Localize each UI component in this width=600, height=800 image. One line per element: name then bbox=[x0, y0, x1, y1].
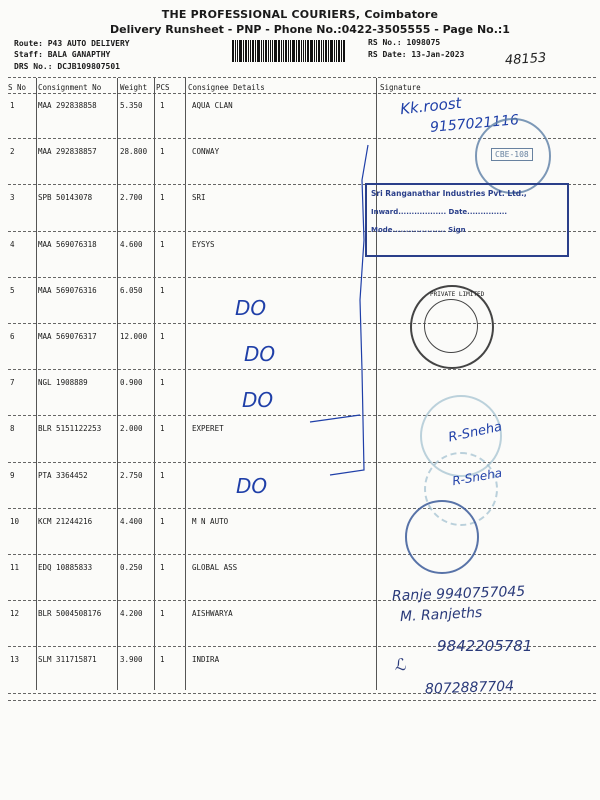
staff-label: Staff: BALA GANAPTHY bbox=[14, 50, 111, 59]
barcode-bar bbox=[307, 40, 309, 62]
cell-pcs: 1 bbox=[160, 285, 165, 295]
cell-consignment: BLR 5004508176 bbox=[38, 609, 102, 619]
barcode-bar bbox=[316, 40, 317, 62]
company-rect-stamp bbox=[365, 183, 569, 257]
barcode-bar bbox=[263, 40, 264, 62]
col-header-consignment: Consignment No bbox=[38, 83, 102, 92]
cell-weight: 4.200 bbox=[120, 609, 143, 619]
col-header-pcs: PCS bbox=[156, 83, 170, 92]
barcode-bar bbox=[301, 40, 302, 62]
col-header-consignee: Consignee Details bbox=[188, 83, 265, 92]
cell-consignment: SLM 311715871 bbox=[38, 655, 97, 665]
barcode-bar bbox=[252, 40, 254, 62]
cell-consignee: GLOBAL ASS bbox=[192, 563, 238, 572]
signature-row1-name: Kk.roost bbox=[399, 93, 463, 119]
barcode-bar bbox=[314, 40, 315, 62]
handwritten-ditto: DO bbox=[244, 342, 276, 366]
barcode-bar bbox=[281, 40, 282, 62]
barcode-bar bbox=[338, 40, 340, 62]
barcode-bar bbox=[261, 40, 262, 62]
cell-weight: 2.700 bbox=[120, 193, 143, 203]
barcode-bar bbox=[248, 40, 249, 62]
barcode-bar bbox=[341, 40, 342, 62]
cell-consignment: EDQ 10885833 bbox=[38, 563, 93, 572]
cell-consignment: MAA 292838857 bbox=[38, 147, 97, 157]
cell-weight: 0.250 bbox=[120, 563, 143, 572]
cell-pcs: 1 bbox=[160, 655, 165, 665]
table-bottom-rule bbox=[8, 700, 596, 701]
cell-consignment: SPB 50143078 bbox=[38, 193, 93, 203]
barcode-bar bbox=[270, 40, 271, 62]
cell-pcs: 1 bbox=[160, 609, 165, 619]
barcode-bar bbox=[330, 40, 333, 62]
barcode-bar bbox=[243, 40, 244, 62]
cell-weight: 2.000 bbox=[120, 424, 143, 434]
col-header-signature: Signature bbox=[380, 83, 421, 92]
handwritten-reference: 48153 bbox=[504, 50, 547, 69]
cell-consignment: PTA 3364452 bbox=[38, 470, 88, 480]
cell-sno: 11 bbox=[10, 563, 20, 572]
cell-pcs: 1 bbox=[160, 101, 165, 110]
cell-sno: 7 bbox=[10, 378, 15, 388]
barcode-bar bbox=[298, 40, 300, 62]
signature-bottom-phone: 8072887704 bbox=[424, 678, 515, 698]
document-subtitle: Delivery Runsheet - PNP - Phone No.:0422-3505555 - Page No.:1 bbox=[110, 23, 510, 36]
signature-row12-b: M. Ranjeths bbox=[399, 604, 483, 626]
barcode-bar bbox=[274, 40, 277, 62]
signature-row9: R-Sneha bbox=[451, 465, 504, 489]
stamp-text: PRIVATE LIMITED bbox=[430, 291, 485, 298]
cell-sno: 1 bbox=[10, 101, 15, 110]
cell-weight: 4.400 bbox=[120, 516, 143, 526]
barcode-bar bbox=[296, 40, 297, 62]
table-top-rule bbox=[8, 77, 596, 78]
barcode-bar bbox=[321, 40, 322, 62]
cell-weight: 3.900 bbox=[120, 655, 143, 665]
cell-sno: 4 bbox=[10, 239, 15, 249]
barcode-image bbox=[232, 40, 362, 62]
cell-pcs: 1 bbox=[160, 193, 165, 203]
barcode-bar bbox=[283, 40, 284, 62]
barcode-bar bbox=[237, 40, 238, 62]
cell-consignee: EXPERET bbox=[192, 424, 224, 434]
barcode-bar bbox=[265, 40, 267, 62]
barcode-bar bbox=[318, 40, 320, 62]
barcode-bar bbox=[268, 40, 269, 62]
barcode-bar bbox=[285, 40, 287, 62]
cell-consignee: EYSYS bbox=[192, 239, 215, 249]
document-title: THE PROFESSIONAL COURIERS, Coimbatore bbox=[161, 8, 439, 21]
barcode-bar bbox=[235, 40, 236, 62]
signature-row13-mark: ℒ bbox=[395, 655, 407, 674]
barcode-bar bbox=[343, 40, 345, 62]
cell-consignee: SRI bbox=[192, 193, 206, 203]
handwritten-ditto: DO bbox=[236, 474, 268, 498]
stamp-company-name: Sri Ranganathar Industries Pvt. Ltd., bbox=[371, 189, 527, 198]
cell-consignee: AQUA CLAN bbox=[192, 101, 233, 110]
stamp-inward: Inward.................. Date............... bbox=[371, 208, 508, 216]
barcode-bar bbox=[328, 40, 329, 62]
stamp-code: CBE-108 bbox=[491, 148, 533, 161]
cell-consignment: BLR 5151122253 bbox=[38, 424, 102, 434]
signature-row13-phone: 9842205781 bbox=[437, 637, 533, 655]
barcode-bar bbox=[290, 40, 291, 62]
row-rule bbox=[8, 600, 596, 601]
cell-weight: 2.750 bbox=[120, 470, 143, 480]
cell-pcs: 1 bbox=[160, 378, 165, 388]
cell-consignment: MAA 569076317 bbox=[38, 332, 97, 341]
col-divider bbox=[185, 78, 186, 690]
barcode-bar bbox=[257, 40, 260, 62]
cell-sno: 6 bbox=[10, 332, 15, 341]
cell-pcs: 1 bbox=[160, 563, 165, 572]
cell-consignee: AISHWARYA bbox=[192, 609, 233, 619]
cell-pcs: 1 bbox=[160, 516, 165, 526]
cell-consignee: CONWAY bbox=[192, 147, 220, 157]
col-divider bbox=[154, 78, 155, 690]
signature-row12-a: Ranje 9940757045 bbox=[391, 583, 526, 605]
handwritten-ditto: DO bbox=[235, 296, 267, 320]
barcode-bar bbox=[288, 40, 289, 62]
col-divider bbox=[36, 78, 37, 690]
cell-sno: 12 bbox=[10, 609, 20, 619]
barcode-bar bbox=[278, 40, 280, 62]
barcode-bar bbox=[336, 40, 337, 62]
barcode-bar bbox=[245, 40, 247, 62]
barcode-bar bbox=[232, 40, 234, 62]
cell-sno: 5 bbox=[10, 285, 15, 295]
cell-pcs: 1 bbox=[160, 470, 165, 480]
col-divider bbox=[117, 78, 118, 690]
cell-consignee: M N AUTO bbox=[192, 516, 229, 526]
cell-sno: 3 bbox=[10, 193, 15, 203]
cell-sno: 9 bbox=[10, 470, 15, 480]
barcode-bar bbox=[310, 40, 313, 62]
barcode-bar bbox=[239, 40, 242, 62]
col-header-weight: Weight bbox=[120, 83, 148, 92]
col-header-sno: S No bbox=[8, 83, 27, 92]
barcode-bar bbox=[250, 40, 251, 62]
table-header-rule bbox=[8, 93, 596, 94]
drs-number: DRS No.: DCJB109807501 bbox=[14, 62, 120, 71]
cell-weight: 6.050 bbox=[120, 285, 143, 295]
cell-consignment: MAA 569076318 bbox=[38, 239, 97, 249]
cell-consignment: MAA 292838858 bbox=[38, 101, 97, 110]
cell-weight: 5.350 bbox=[120, 101, 143, 110]
cell-consignment: MAA 569076316 bbox=[38, 285, 97, 295]
cell-pcs: 1 bbox=[160, 424, 165, 434]
barcode-bar bbox=[272, 40, 273, 62]
cell-pcs: 1 bbox=[160, 332, 165, 341]
cell-consignee: INDIRA bbox=[192, 655, 220, 665]
cell-weight: 12.000 bbox=[120, 332, 148, 341]
barcode-bar bbox=[325, 40, 327, 62]
handwritten-ditto: DO bbox=[242, 388, 274, 412]
rs-number: RS No.: 1098075 bbox=[368, 38, 441, 47]
mn-auto-round-stamp bbox=[405, 500, 479, 574]
cell-sno: 13 bbox=[10, 655, 20, 665]
barcode-bar bbox=[292, 40, 295, 62]
row-rule bbox=[8, 554, 596, 555]
cell-pcs: 1 bbox=[160, 147, 165, 157]
barcode-bar bbox=[303, 40, 304, 62]
barcode-bar bbox=[334, 40, 335, 62]
stamp-mode: Mode.................... Sign bbox=[371, 226, 466, 234]
cell-weight: 0.900 bbox=[120, 378, 143, 388]
cell-weight: 28.800 bbox=[120, 147, 148, 157]
barcode-bar bbox=[305, 40, 306, 62]
barcode-bar bbox=[255, 40, 256, 62]
barcode-bar bbox=[323, 40, 324, 62]
rs-date: RS Date: 13-Jan-2023 bbox=[368, 50, 465, 59]
pvt-ltd-round-stamp bbox=[410, 285, 494, 369]
cell-sno: 2 bbox=[10, 147, 15, 157]
cell-consignment: NGL 1908889 bbox=[38, 378, 88, 388]
signature-row1-phone: 9157021116 bbox=[429, 112, 520, 136]
stamp-inner-ring bbox=[424, 299, 478, 353]
cell-consignment: KCM 21244216 bbox=[38, 516, 93, 526]
signature-row8: R-Sneha bbox=[447, 419, 504, 446]
cell-pcs: 1 bbox=[160, 239, 165, 249]
cell-weight: 4.600 bbox=[120, 239, 143, 249]
route-label: Route: P43 AUTO DELIVERY bbox=[14, 39, 130, 48]
cell-sno: 10 bbox=[10, 516, 20, 526]
cell-sno: 8 bbox=[10, 424, 15, 434]
